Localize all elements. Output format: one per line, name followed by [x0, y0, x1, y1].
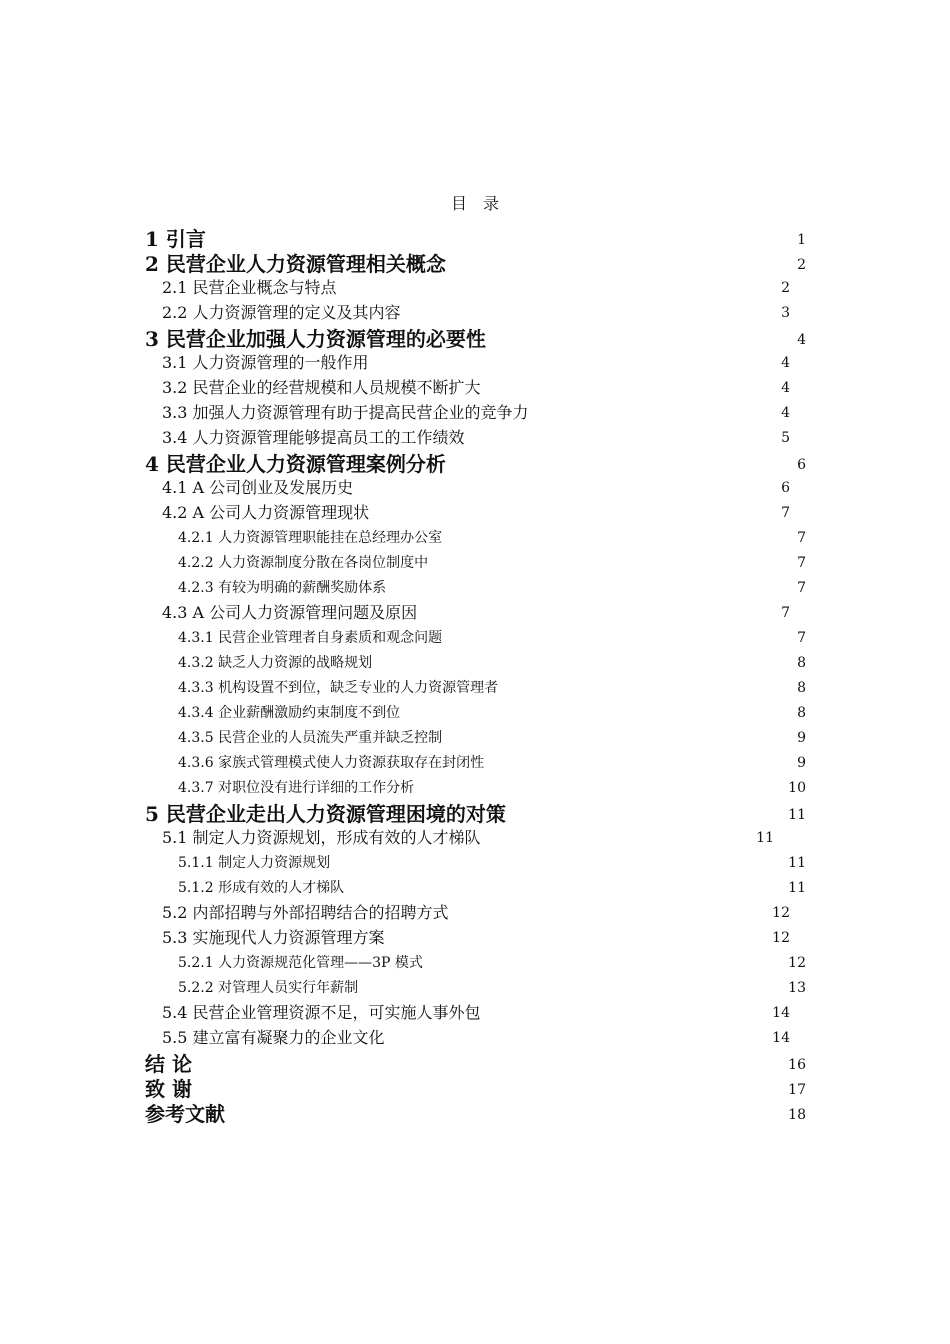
table-of-contents: [0, 226, 950, 1126]
toc-entry-label: 4.2.2 人力资源制度分散在各岗位制度中: [178, 555, 429, 571]
toc-entry-page-number: 2: [781, 280, 790, 296]
toc-entry[interactable]: [0, 251, 950, 276]
toc-entry-page-number: 8: [797, 705, 806, 721]
toc-entry-label: 5.2.2 对管理人员实行年薪制: [178, 980, 359, 996]
toc-entry-page-number: 16: [788, 1057, 806, 1073]
toc-entry[interactable]: [0, 801, 950, 826]
toc-entry-label: 4.1 A 公司创业及发展历史: [162, 478, 354, 497]
toc-entry-label: 1 引言: [145, 227, 206, 251]
toc-entry-page-number: 7: [797, 580, 806, 596]
toc-entry[interactable]: [0, 651, 950, 676]
toc-entry-page-number: 1: [797, 232, 806, 248]
toc-entry[interactable]: [0, 876, 950, 901]
toc-entry[interactable]: [0, 276, 950, 301]
toc-entry[interactable]: [0, 401, 950, 426]
toc-entry-page-number: 14: [772, 1005, 790, 1021]
toc-entry[interactable]: [0, 301, 950, 326]
toc-entry-page-number: 11: [788, 855, 806, 871]
toc-entry[interactable]: [0, 351, 950, 376]
toc-entry-label: 5.5 建立富有凝聚力的企业文化: [162, 1028, 385, 1047]
toc-entry[interactable]: [0, 226, 950, 251]
toc-entry-page-number: 13: [788, 980, 806, 996]
toc-entry-page-number: 4: [781, 380, 790, 396]
toc-entry-label: 4.2.1 人力资源管理职能挂在总经理办公室: [178, 530, 443, 546]
toc-entry-page-number: 7: [797, 530, 806, 546]
toc-entry-page-number: 11: [788, 807, 806, 823]
toc-entry[interactable]: [0, 476, 950, 501]
toc-entry-label: 参考文献: [145, 1102, 225, 1126]
toc-entry-page-number: 4: [781, 355, 790, 371]
toc-entry[interactable]: [0, 376, 950, 401]
toc-entry-page-number: 4: [797, 332, 806, 348]
toc-entry[interactable]: [0, 501, 950, 526]
toc-entry-page-number: 8: [797, 680, 806, 696]
toc-entry[interactable]: [0, 451, 950, 476]
toc-entry-label: 4.3.3 机构设置不到位，缺乏专业的人力资源管理者: [178, 680, 499, 696]
toc-entry-label: 3.2 民营企业的经营规模和人员规模不断扩大: [162, 378, 481, 397]
toc-entry-label: 2 民营企业人力资源管理相关概念: [145, 252, 446, 276]
toc-title: 目录: [450, 194, 515, 213]
toc-entry-page-number: 17: [788, 1082, 806, 1098]
toc-entry-page-number: 3: [781, 305, 790, 321]
toc-entry-label: 4 民营企业人力资源管理案例分析: [145, 452, 446, 476]
toc-entry[interactable]: [0, 1001, 950, 1026]
toc-entry-page-number: 4: [781, 405, 790, 421]
toc-entry[interactable]: [0, 1076, 950, 1101]
toc-entry-label: 3.4 人力资源管理能够提高员工的工作绩效: [162, 428, 465, 447]
toc-entry-label: 2.2 人力资源管理的定义及其内容: [162, 303, 401, 322]
toc-entry-page-number: 2: [797, 257, 806, 273]
toc-entry-label: 4.3.2 缺乏人力资源的战略规划: [178, 655, 373, 671]
toc-entry-label: 4.3 A 公司人力资源管理问题及原因: [162, 603, 418, 622]
toc-entry-label: 5.1.1 制定人力资源规划: [178, 855, 331, 871]
toc-entry-page-number: 10: [788, 780, 806, 796]
toc-entry[interactable]: [0, 701, 950, 726]
toc-entry[interactable]: [0, 901, 950, 926]
toc-entry-page-number: 5: [781, 430, 790, 446]
toc-entry-page-number: 12: [788, 955, 806, 971]
toc-entry-page-number: 18: [788, 1107, 806, 1123]
toc-entry-page-number: 12: [772, 905, 790, 921]
toc-entry-label: 4.2 A 公司人力资源管理现状: [162, 503, 370, 522]
toc-entry-label: 5.4 民营企业管理资源不足，可实施人事外包: [162, 1003, 481, 1022]
toc-entry[interactable]: [0, 551, 950, 576]
toc-entry-page-number: 11: [756, 830, 774, 846]
toc-entry-label: 致 谢: [145, 1077, 192, 1101]
toc-entry[interactable]: [0, 601, 950, 626]
toc-entry-page-number: 7: [781, 605, 790, 621]
toc-entry[interactable]: [0, 576, 950, 601]
toc-entry-page-number: 9: [797, 730, 806, 746]
toc-entry-page-number: 7: [797, 630, 806, 646]
toc-entry[interactable]: [0, 776, 950, 801]
toc-entry[interactable]: [0, 326, 950, 351]
toc-entry[interactable]: [0, 626, 950, 651]
toc-entry-page-number: 12: [772, 930, 790, 946]
toc-entry[interactable]: [0, 751, 950, 776]
toc-entry-page-number: 7: [797, 555, 806, 571]
toc-entry[interactable]: [0, 526, 950, 551]
toc-entry[interactable]: [0, 676, 950, 701]
toc-entry-label: 4.3.7 对职位没有进行详细的工作分析: [178, 780, 415, 796]
toc-entry[interactable]: [0, 726, 950, 751]
toc-entry[interactable]: [0, 426, 950, 451]
toc-entry-page-number: 8: [797, 655, 806, 671]
toc-entry-label: 3 民营企业加强人力资源管理的必要性: [145, 327, 486, 351]
toc-entry[interactable]: [0, 951, 950, 976]
toc-entry-label: 5.2.1 人力资源规范化管理——3P 模式: [178, 955, 423, 971]
toc-entry-label: 4.3.6 家族式管理模式使人力资源获取存在封闭性: [178, 755, 485, 771]
toc-entry[interactable]: [0, 976, 950, 1001]
toc-entry-label: 3.3 加强人力资源管理有助于提高民营企业的竞争力: [162, 403, 529, 422]
toc-entry-label: 结 论: [145, 1052, 192, 1076]
toc-entry-label: 4.3.5 民营企业的人员流失严重并缺乏控制: [178, 730, 443, 746]
toc-entry-page-number: 6: [781, 480, 790, 496]
toc-entry-label: 3.1 人力资源管理的一般作用: [162, 353, 369, 372]
toc-entry-page-number: 9: [797, 755, 806, 771]
toc-entry-page-number: 6: [797, 457, 806, 473]
toc-entry-label: 5.1.2 形成有效的人才梯队: [178, 880, 345, 896]
toc-entry[interactable]: [0, 926, 950, 951]
toc-entry-label: 5.2 内部招聘与外部招聘结合的招聘方式: [162, 903, 449, 922]
toc-entry-label: 5.3 实施现代人力资源管理方案: [162, 928, 385, 947]
toc-entry-label: 2.1 民营企业概念与特点: [162, 278, 337, 297]
toc-entry-page-number: 14: [772, 1030, 790, 1046]
toc-entry[interactable]: [0, 826, 950, 851]
toc-entry-label: 5.1 制定人力资源规划，形成有效的人才梯队: [162, 828, 481, 847]
toc-entry[interactable]: [0, 1101, 950, 1126]
toc-entry-page-number: 7: [781, 505, 790, 521]
toc-entry[interactable]: [0, 851, 950, 876]
toc-entry-label: 4.3.1 民营企业管理者自身素质和观念问题: [178, 630, 443, 646]
toc-entry-label: 4.2.3 有较为明确的薪酬奖励体系: [178, 580, 387, 596]
toc-entry-label: 5 民营企业走出人力资源管理困境的对策: [145, 802, 506, 826]
toc-entry[interactable]: [0, 1026, 950, 1051]
toc-entry[interactable]: [0, 1051, 950, 1076]
toc-entry-page-number: 11: [788, 880, 806, 896]
toc-entry-label: 4.3.4 企业薪酬激励约束制度不到位: [178, 705, 401, 721]
